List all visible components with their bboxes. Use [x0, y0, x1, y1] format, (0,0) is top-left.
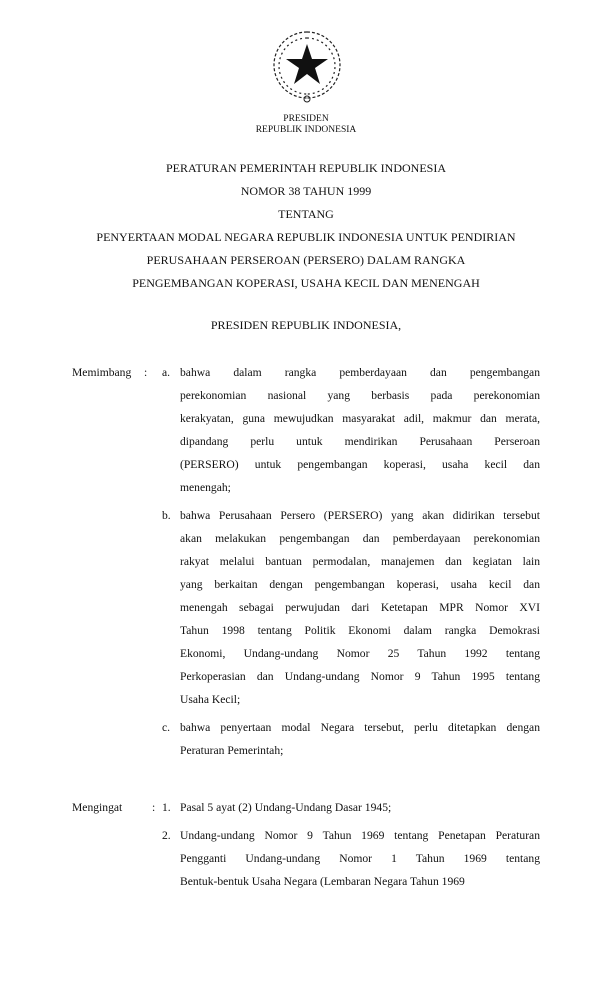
text-line: Tahun 1998 tentang Politik Ekonomi dalam rangka Demokrasi: [180, 624, 540, 637]
text-line: Pasal 5 ayat (2) Undang-Undang Dasar 1945;: [180, 801, 392, 814]
section-colon: :: [152, 801, 156, 814]
list-marker: c.: [162, 721, 171, 734]
text-line: rakyat melalui bantuan permodalan, manajemen dan kegiatan lain: [180, 555, 540, 568]
title-line: NOMOR 38 TAHUN 1999: [240, 184, 372, 198]
section-label: Mengingat: [72, 801, 123, 814]
title-line: PENYERTAAN MODAL NEGARA REPUBLIK INDONESIA UNTUK PENDIRIAN: [96, 230, 516, 244]
preamble-text: PRESIDEN REPUBLIK INDONESIA,: [210, 318, 402, 332]
text-line: bahwa dalam rangka pemberdayaan dan pengembangan: [180, 366, 540, 379]
document-title: [0, 157, 612, 295]
text-line: (PERSERO) untuk pengembangan koperasi, usaha kecil dan: [180, 458, 540, 471]
memimbang-section: [72, 361, 542, 762]
list-marker: 1.: [162, 801, 171, 814]
list-item: [72, 824, 542, 893]
title-line: PENGEMBANGAN KOPERASI, USAHA KECIL DAN MENENGAH: [132, 276, 480, 290]
header-presiden: PRESIDEN: [283, 114, 329, 124]
presidential-emblem-icon: [266, 24, 348, 108]
list-marker: b.: [162, 509, 171, 522]
list-item: [72, 796, 542, 819]
text-line: Pengganti Undang-undang Nomor 1 Tahun 1969 tentang: [180, 852, 540, 865]
text-line: bahwa Perusahaan Persero (PERSERO) yang akan didirikan tersebut: [180, 509, 540, 522]
text-line: menengah sebagai perwujudan dari Ketetapan MPR Nomor XVI: [180, 601, 540, 614]
text-line: akan melakukan pengembangan dan pemberdayaan perekonomian: [180, 532, 540, 545]
preamble: [0, 314, 612, 337]
text-line: Perkoperasian dan Undang-undang Nomor 9 Tahun 1995 tentang: [180, 670, 540, 683]
text-line: perekonomian nasional yang berbasis pada perekonomian: [180, 389, 540, 402]
section-label: Memimbang: [72, 366, 132, 379]
list-marker: a.: [162, 366, 171, 379]
list-item: [72, 716, 542, 762]
list-item: [72, 361, 542, 499]
list-item: [72, 504, 542, 711]
text-line: dipandang perlu untuk mendirikan Perusahaan Perseroan: [180, 435, 540, 448]
text-line: yang berkaitan dengan pengembangan koperasi, usaha kecil dan: [180, 578, 540, 591]
title-line: PERATURAN PEMERINTAH REPUBLIK INDONESIA: [165, 161, 447, 175]
title-line: TENTANG: [278, 207, 334, 221]
text-line: bahwa penyertaan modal Negara tersebut, perlu ditetapkan dengan: [180, 721, 540, 734]
title-line: PERUSAHAAN PERSEROAN (PERSERO) DALAM RANGKA: [146, 253, 466, 267]
text-line: Undang-undang Nomor 9 Tahun 1969 tentang Penetapan Peraturan: [180, 829, 540, 842]
text-line: Usaha Kecil;: [180, 693, 241, 706]
header-republik-indonesia: REPUBLIK INDONESIA: [255, 125, 357, 135]
text-line: Peraturan Pemerintah;: [180, 744, 284, 757]
list-marker: 2.: [162, 829, 171, 842]
section-colon: :: [144, 366, 148, 379]
text-line: Bentuk-bentuk Usaha Negara (Lembaran Negara Tahun 1969: [180, 875, 465, 888]
text-line: Ekonomi, Undang-undang Nomor 25 Tahun 1992 tentang: [180, 647, 540, 660]
text-line: menengah;: [180, 481, 231, 494]
mengingat-section: [72, 796, 542, 893]
text-line: kerakyatan, guna mewujudkan masyarakat adil, makmur dan merata,: [180, 412, 540, 425]
